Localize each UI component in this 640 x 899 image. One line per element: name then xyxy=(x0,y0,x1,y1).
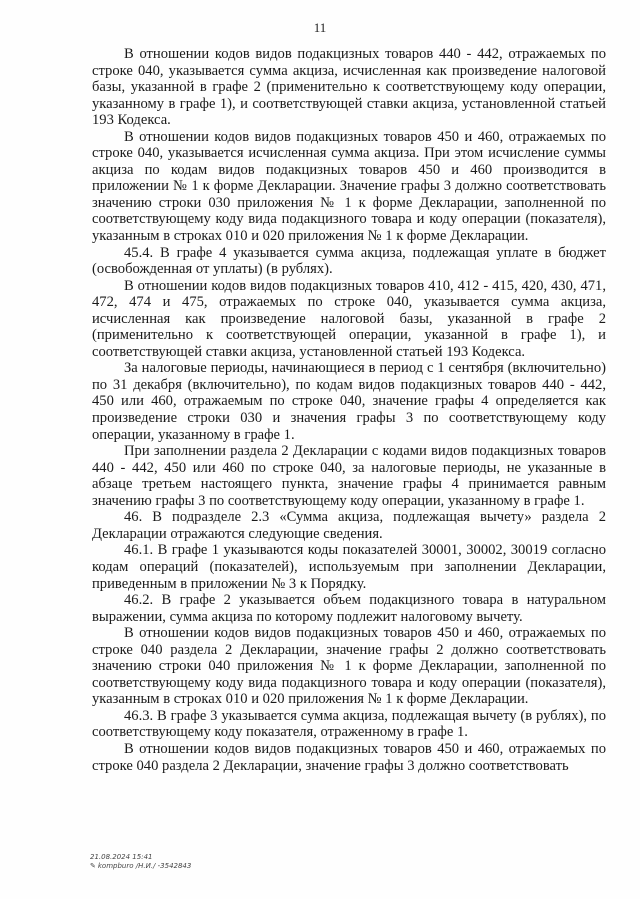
paragraph: В отношении кодов видов подакцизных товаров 450 и 460, отражаемых по строке 040, указывается исчисленная сумма акциза. При этом исчисление суммы акциза по кодам видов подакцизных товаров 450 и 460 производится в приложении № 1 к форме Декларации. Значение графы 3 должно соответствовать значению строки 030 приложения № 1 к форме Декларации, заполненной по соответствующему коду вида подакцизного товара и коду операции (показателя), указанным в строках 010 и 020 приложения № 1 к форме Декларации. xyxy=(92,128,606,245)
paragraph: 46. В подразделе 2.3 «Сумма акциза, подлежащая вычету» раздела 2 Декларации отражаются следующие сведения. xyxy=(92,509,606,542)
print-author: kompburo /Н.И./ -3542843 xyxy=(97,862,192,870)
page-number: 11 xyxy=(313,20,327,35)
print-date: 21.08.2024 15:41 xyxy=(90,853,153,861)
paragraph: 46.2. В графе 2 указывается объем подакцизного товара в натуральном выражении, сумма акциза по которому подлежит налоговому вычету. xyxy=(92,592,606,625)
paragraph: За налоговые периоды, начинающиеся в период с 1 сентября (включительно) по 31 декабря (включительно), по кодам видов подакцизных товаров 440 - 442, 450 или 460, отражаемым по строке 040, значение графы 4 определяется как произведение строки 030 и значения графы 3 по соответствующему коду операции, указанному в графе 1. xyxy=(92,360,606,443)
paragraph: В отношении кодов видов подакцизных товаров 440 - 442, отражаемых по строке 040, указывается сумма акциза, исчисленная как произведение налоговой базы, указанной в графе 2 (применительно к соответствующему коду операции, указанному в графе 1), и соответствующей ставки акциза, установленной статьей 193 Кодекса. xyxy=(92,46,606,129)
paragraph: При заполнении раздела 2 Декларации с кодами видов подакцизных товаров 440 - 442, 450 или 460 по строке 040, за налоговые периоды, не указанные в абзаце третьем настоящего пункта, значение графы 4 принимается равным значению графы 3 по соответствующему коду операции, указанному в графе 1. xyxy=(92,443,606,509)
print-author-line xyxy=(90,862,191,871)
document-icon: ✎ xyxy=(90,862,96,870)
paragraph: 45.4. В графе 4 указывается сумма акциза, подлежащая уплате в бюджет (освобожденная от уплаты) (в рублях). xyxy=(92,244,606,278)
paragraph: 46.1. В графе 1 указываются коды показателей 30001, 30002, 30019 согласно кодам операций (показателей), используемым при заполнении Декларации, приведенным в приложении № 3 к Порядку. xyxy=(92,542,606,592)
paragraph: В отношении кодов видов подакцизных товаров 450 и 460, отражаемых по строке 040 раздела 2 Декларации, значение графы 2 должно соответствовать значению строки 040 приложения № 1 к форме Декларации, заполненной по соответствующему коду вида подакцизного товара и коду операции (показателя), указанным в строках 010 и 020 приложения № 1 к форме Декларации. xyxy=(92,625,606,708)
paragraph: В отношении кодов видов подакцизных товаров 410, 412 - 415, 420, 430, 471, 472, 474 и 475, отражаемых по строке 040, указывается сумма акциза, исчисленная как произведение налоговой базы, указанной в графе 2 (применительно к соответствующей операции, указанной в графе 1), и соответствующей ставки акциза, установленной статьей 193 Кодекса. xyxy=(92,277,606,360)
print-footer xyxy=(90,853,191,871)
document-body xyxy=(92,46,606,774)
paragraph: В отношении кодов видов подакцизных товаров 450 и 460, отражаемых по строке 040 раздела 2 Декларации, значение графы 3 должно соответствовать xyxy=(92,740,606,774)
paragraph: 46.3. В графе 3 указывается сумма акциза, подлежащая вычету (в рублях), по соответствующему коду показателя, отраженному в графе 1. xyxy=(92,707,606,741)
